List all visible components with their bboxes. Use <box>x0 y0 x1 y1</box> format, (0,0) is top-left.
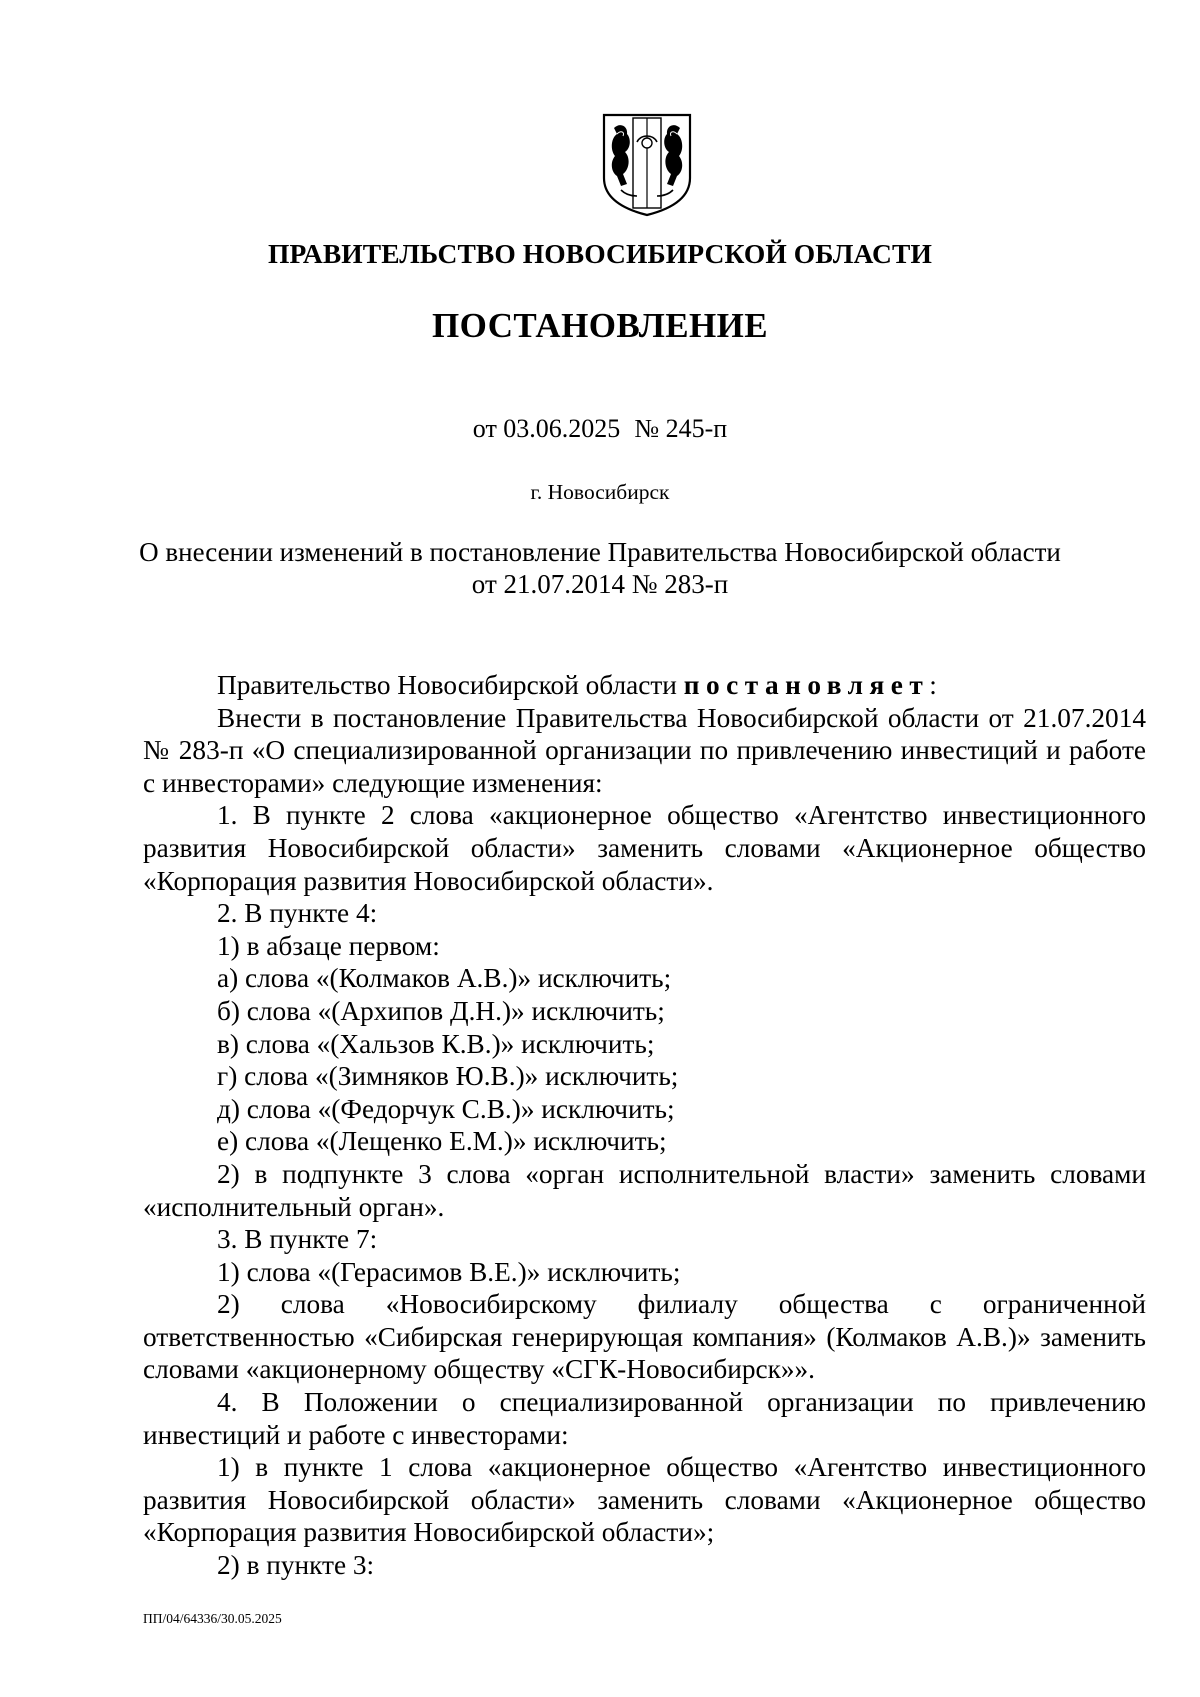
preamble <box>143 669 1146 702</box>
preamble-text: Правительство Новосибирской области <box>217 670 677 700</box>
body-paragraph: 4. В Положении о специализированной организации по привлечению инвестиций и работе с инвесторами: <box>143 1387 1146 1450</box>
document-date-number <box>0 414 1200 444</box>
body-paragraph: Внести в постановление Правительства Новосибирской области от 21.07.2014 № 283-п «О специализированной организации по привлечению инвестиций и работе с инвесторами» следующие изменения: <box>143 702 1146 798</box>
preamble-keyword: постановляет <box>683 670 930 700</box>
document-number: № 245-п <box>634 414 728 443</box>
body-paragraph: 2) в подпункте 3 слова «орган исполнительной власти» заменить словами «исполнительный орган». <box>143 1158 1146 1222</box>
body-paragraph: 1) в пункте 1 слова «акционерное общество «Агентство инвестиционного развития Новосибирской области» заменить словами «Акционерное общество «Корпорация развития Новосибирской области»; <box>143 1452 1146 1548</box>
body-paragraph: д) слова «(Федорчук С.В.)» исключить; <box>217 1093 675 1124</box>
body-paragraph: 1) слова «(Герасимов В.Е.)» исключить; <box>217 1256 681 1287</box>
document-title-line: от 21.07.2014 № 283-п <box>471 569 729 599</box>
body-paragraph: 2) в пункте 3: <box>217 1550 375 1581</box>
coat-of-arms-icon <box>601 112 693 218</box>
document-city: г. Новосибирск <box>530 480 670 504</box>
document-type: ПОСТАНОВЛЕНИЕ <box>432 306 768 345</box>
organization-name: ПРАВИТЕЛЬСТВО НОВОСИБИРСКОЙ ОБЛАСТИ <box>268 238 932 269</box>
body-paragraph: в) слова «(Хальзов К.В.)» исключить; <box>217 1028 655 1059</box>
body-paragraph: 1) в абзаце первом: <box>217 930 440 961</box>
body-paragraph: а) слова «(Колмаков А.В.)» исключить; <box>217 963 672 994</box>
body-paragraph: е) слова «(Лещенко Е.М.)» исключить; <box>217 1126 667 1157</box>
body-paragraph: б) слова «(Архипов Д.Н.)» исключить; <box>217 995 665 1026</box>
body-paragraph: 1. В пункте 2 слова «акционерное общество «Агентство инвестиционного развития Новосибирской области» заменить словами «Акционерное общество «Корпорация развития Новосибирской области». <box>143 800 1146 896</box>
document-body <box>143 669 1146 1582</box>
body-paragraph: 2. В пункте 4: <box>217 898 378 929</box>
body-paragraph: г) слова «(Зимняков Ю.В.)» исключить; <box>217 1061 679 1092</box>
body-paragraph: 3. В пункте 7: <box>217 1224 378 1255</box>
document-date: от 03.06.2025 <box>472 414 621 443</box>
document-title-line: О внесении изменений в постановление Правительства Новосибирской области <box>139 537 1061 567</box>
document-title <box>100 536 1100 600</box>
document-footer-code: ПП/04/64336/30.05.2025 <box>143 1611 282 1626</box>
preamble-colon: : <box>929 670 937 700</box>
body-paragraph: 2) слова «Новосибирскому филиалу общества с ограниченной ответственностью «Сибирская генерирующая компания» (Колмаков А.В.)» заменить словами «акционерному обществу «СГК-Новосибирск»». <box>143 1289 1146 1385</box>
